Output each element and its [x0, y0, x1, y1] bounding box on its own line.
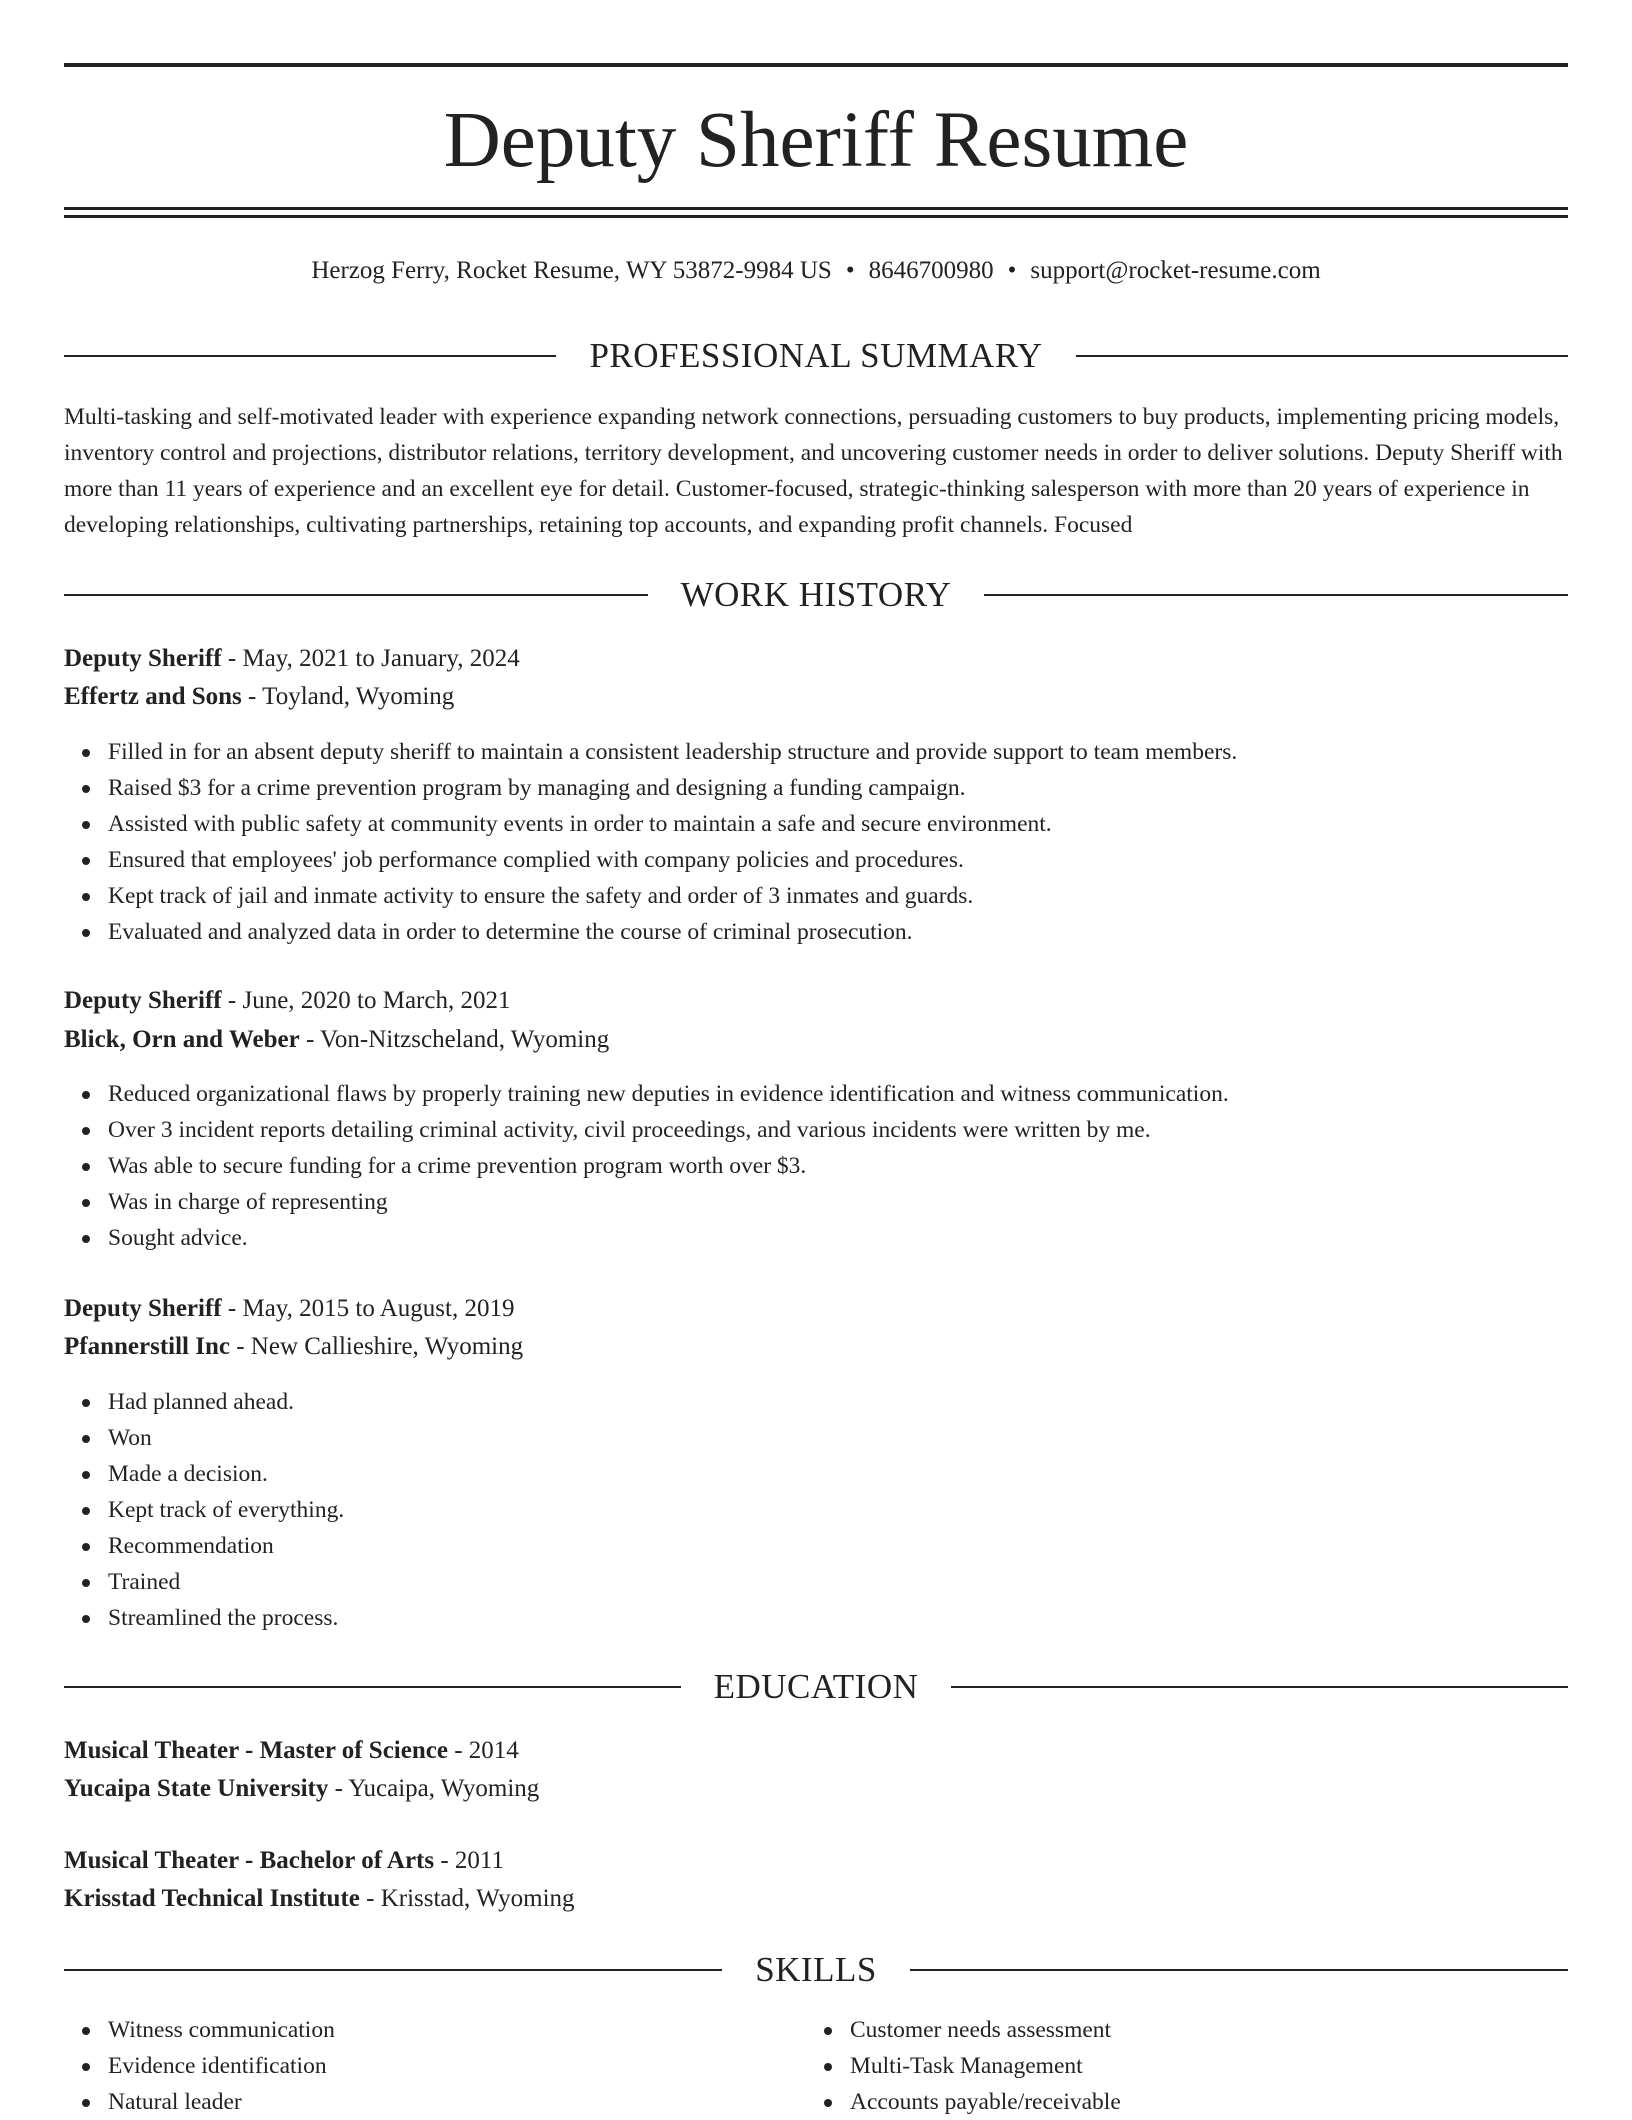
job-bullet: Made a decision. [108, 1456, 344, 1492]
job-title: Deputy Sheriff [64, 987, 222, 1014]
education-school-line [64, 1884, 575, 1914]
skill-item: Witness communication [108, 2012, 335, 2048]
heading-rule-left [64, 594, 648, 596]
job-title: Deputy Sheriff [64, 645, 222, 672]
job-company-line [64, 1025, 609, 1055]
job-bullet: Assisted with public safety at community events in order to maintain a safe and secure environment. [108, 806, 1237, 842]
heading-rule-right [951, 1686, 1568, 1688]
contact-line [64, 256, 1568, 286]
skill-item: Customer needs assessment [850, 2012, 1121, 2048]
contact-separator: • [1007, 257, 1017, 284]
contact-separator: • [845, 257, 855, 284]
skill-item: Multi-Task Management [850, 2048, 1121, 2084]
resume-title: Deputy Sheriff Resume [443, 97, 1189, 184]
job-bullet: Was in charge of representing [108, 1184, 1229, 1220]
job-location: - Toyland, Wyoming [241, 683, 455, 710]
education-degree: Musical Theater - Master of Science [64, 1737, 448, 1764]
education-school: Krisstad Technical Institute [64, 1885, 360, 1912]
professional-summary-text: Multi-tasking and self-motivated leader with experience expanding network connections, persuading customers to buy products, implementing pricing models, inventory control and projections, distributor relations, territory development, and uncovering customer needs in order to deliver solutions. Deputy Sheriff with more than 11 years of experience and an excellent eye for detail. Customer-focused, strategic-thinking salesperson with more than 20 years of experience in developing relationships, cultivating partnerships, retaining top accounts, and expanding profit channels. Focused [64, 404, 1563, 538]
education-location: - Krisstad, Wyoming [359, 1885, 575, 1912]
job-bullet: Had planned ahead. [108, 1384, 344, 1420]
header-top-rule [64, 63, 1568, 67]
header-double-rule-upper [64, 207, 1568, 210]
heading-rule-right [1076, 355, 1568, 357]
header-double-rule-lower [64, 215, 1568, 218]
job-bullet: Sought advice. [108, 1220, 1229, 1256]
skills-list-left [64, 2012, 335, 2120]
contact-email: support@rocket-resume.com [1030, 257, 1321, 284]
section-heading-education [64, 1667, 1568, 1707]
section-heading-label: PROFESSIONAL SUMMARY [589, 336, 1043, 375]
job-bullet-list [64, 1384, 344, 1636]
job-bullet: Raised $3 for a crime prevention program by managing and designing a funding campaign. [108, 770, 1237, 806]
job-location: - New Callieshire, Wyoming [229, 1333, 524, 1360]
job-bullet-list [64, 1076, 1229, 1256]
job-company: Effertz and Sons [64, 683, 242, 710]
job-company-line [64, 682, 454, 712]
skill-item: Natural leader [108, 2084, 335, 2120]
education-degree-line [64, 1736, 519, 1766]
heading-rule-right [910, 1969, 1568, 1971]
section-heading-skills [64, 1950, 1568, 1990]
education-school: Yucaipa State University [64, 1775, 329, 1802]
skill-item: Evidence identification [108, 2048, 335, 2084]
job-bullet: Reduced organizational flaws by properly training new deputies in evidence identification and witness communication. [108, 1076, 1229, 1112]
job-title: Deputy Sheriff [64, 1295, 222, 1322]
heading-rule-left [64, 1686, 681, 1688]
job-title-line [64, 644, 520, 674]
section-heading-summary [64, 336, 1568, 376]
job-bullet: Evaluated and analyzed data in order to determine the course of criminal prosecution. [108, 914, 1237, 950]
job-dates: - May, 2021 to January, 2024 [221, 645, 520, 672]
job-bullet: Filled in for an absent deputy sheriff to maintain a consistent leadership structure and provide support to team members. [108, 734, 1237, 770]
section-heading-work-history [64, 575, 1568, 615]
job-company: Blick, Orn and Weber [64, 1026, 300, 1053]
job-company: Pfannerstill Inc [64, 1333, 230, 1360]
job-dates: - May, 2015 to August, 2019 [221, 1295, 515, 1322]
contact-phone: 8646700980 [868, 257, 994, 284]
job-bullet: Streamlined the process. [108, 1600, 344, 1636]
job-bullet: Kept track of everything. [108, 1492, 344, 1528]
job-dates: - June, 2020 to March, 2021 [221, 987, 511, 1014]
education-school-line [64, 1774, 539, 1804]
skills-list-right [806, 2012, 1121, 2120]
job-bullet: Ensured that employees' job performance complied with company policies and procedures. [108, 842, 1237, 878]
education-degree-line [64, 1846, 504, 1876]
job-bullet: Was able to secure funding for a crime prevention program worth over $3. [108, 1148, 1229, 1184]
job-bullet: Over 3 incident reports detailing criminal activity, civil proceedings, and various incidents were written by me. [108, 1112, 1229, 1148]
section-heading-label: WORK HISTORY [680, 575, 952, 614]
job-title-line [64, 986, 510, 1016]
job-bullet: Recommendation [108, 1528, 344, 1564]
education-year: - 2014 [447, 1737, 519, 1764]
job-bullet: Won [108, 1420, 344, 1456]
job-title-line [64, 1294, 514, 1324]
skill-item: Accounts payable/receivable [850, 2084, 1121, 2120]
section-heading-label: EDUCATION [713, 1667, 919, 1706]
job-company-line [64, 1332, 523, 1362]
education-degree: Musical Theater - Bachelor of Arts [64, 1847, 435, 1874]
job-bullet: Kept track of jail and inmate activity to ensure the safety and order of 3 inmates and guards. [108, 878, 1237, 914]
job-location: - Von-Nitzscheland, Wyoming [299, 1026, 610, 1053]
education-year: - 2011 [434, 1847, 504, 1874]
education-location: - Yucaipa, Wyoming [328, 1775, 540, 1802]
job-bullet-list [64, 734, 1237, 950]
job-bullet: Trained [108, 1564, 344, 1600]
section-heading-label: SKILLS [755, 1950, 877, 1989]
heading-rule-right [984, 594, 1568, 596]
heading-rule-left [64, 1969, 722, 1971]
heading-rule-left [64, 355, 556, 357]
contact-address: Herzog Ferry, Rocket Resume, WY 53872-9984 US [311, 257, 832, 284]
